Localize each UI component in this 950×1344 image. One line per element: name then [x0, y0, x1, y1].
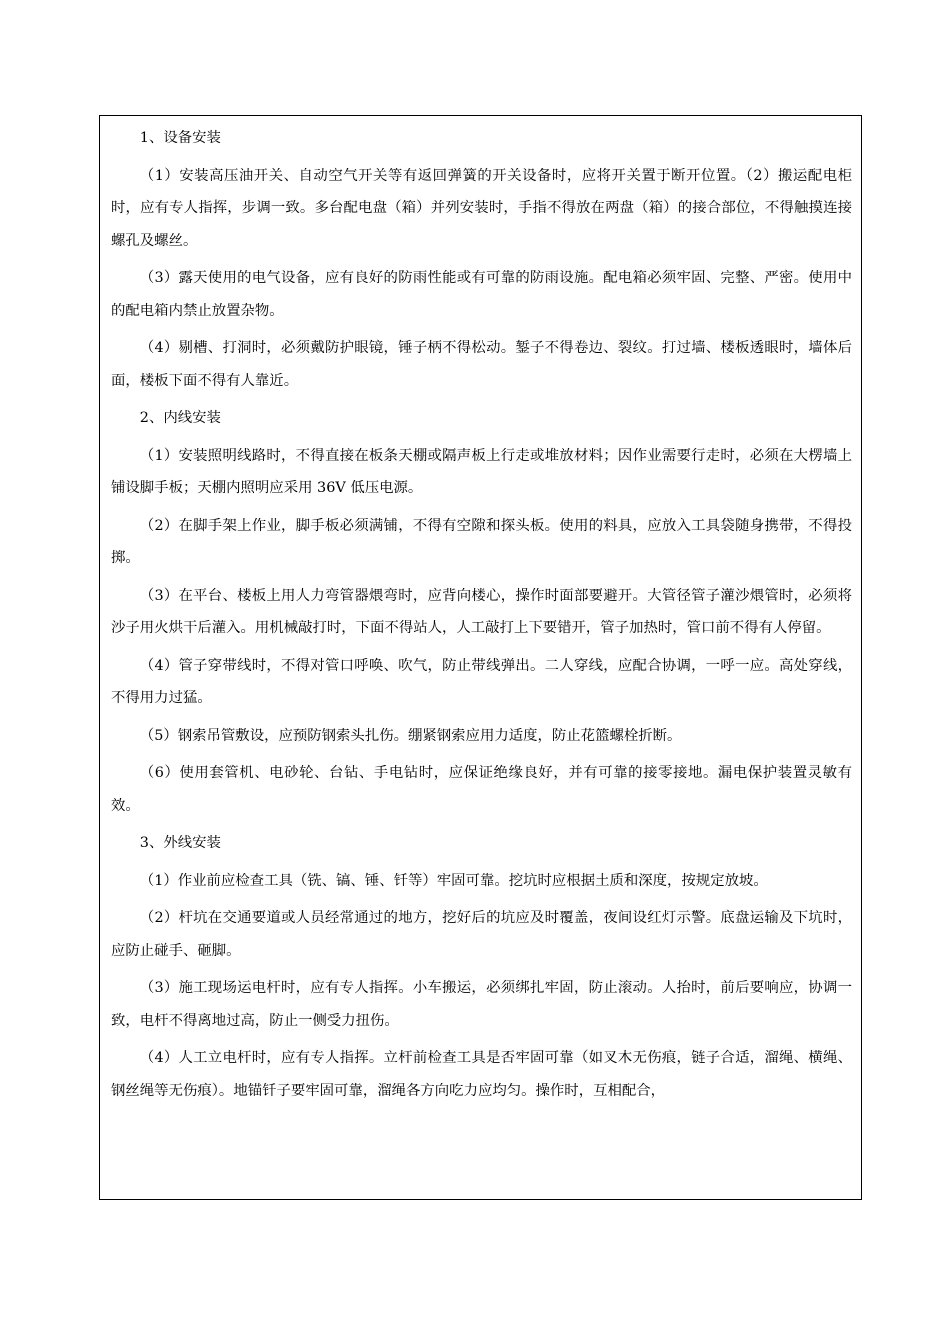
- paragraph: （4）人工立电杆时，应有专人指挥。立杆前检查工具是否牢固可靠（如叉木无伤痕，链子合适，溜绳、横绳、钢丝绳等无伤痕）。地锚钎子要牢固可靠，溜绳各方向吃力应均匀。操作时，互相配合，: [111, 1050, 852, 1099]
- paragraph: （1）安装高压油开关、自动空气开关等有返回弹簧的开关设备时，应将开关置于断开位置。（2）搬运配电柜时，应有专人指挥，步调一致。多台配电盘（箱）并列安装时，手指不得放在两盘（箱）的接合部位，不得触摸连接螺孔及螺丝。: [111, 167, 852, 249]
- section-heading-outdoor-wiring: 3、外线安装: [139, 835, 221, 851]
- paragraph: （5）钢索吊管敷设，应预防钢索头扎伤。绷紧钢索应用力适度，防止花篮螺栓折断。: [139, 727, 682, 744]
- paragraph: （3）露天使用的电气设备，应有良好的防雨性能或有可靠的防雨设施。配电箱必须牢固、完整、严密。使用中的配电箱内禁止放置杂物。: [111, 270, 852, 319]
- paragraph: （1）作业前应检查工具（铣、镐、锤、钎等）牢固可靠。挖坑时应根据土质和深度，按规定放坡。: [139, 872, 768, 889]
- paragraph: （2）在脚手架上作业，脚手板必须满铺，不得有空隙和探头板。使用的料具，应放入工具袋随身携带，不得投掷。: [111, 517, 852, 566]
- paragraph: （3）在平台、楼板上用人力弯管器煨弯时，应背向楼心，操作时面部要避开。大管径管子灌沙煨管时，必须将沙子用火烘干后灌入。用机械敲打时，下面不得站人，人工敲打上下要错开，管子加热时，管口前不得有人停留。: [111, 587, 852, 636]
- paragraph: （3）施工现场运电杆时，应有专人指挥。小车搬运，必须绑扎牢固，防止滚动。人抬时，前后要响应，协调一致，电杆不得离地过高，防止一侧受力扭伤。: [111, 980, 852, 1029]
- paragraph: （6）使用套管机、电砂轮、台钻、手电钻时，应保证绝缘良好，并有可靠的接零接地。漏电保护装置灵敏有效。: [111, 765, 852, 814]
- paragraph: （4）剔槽、打洞时，必须戴防护眼镜，锤子柄不得松动。錾子不得卷边、裂纹。打过墙、楼板透眼时，墙体后面，楼板下面不得有人靠近。: [111, 340, 852, 389]
- document-body: [111, 122, 852, 1112]
- section-heading-equipment: 1、设备安装: [139, 130, 221, 146]
- document-frame: [99, 115, 862, 1200]
- paragraph: （4）管子穿带线时，不得对管口呼唤、吹气，防止带线弹出。二人穿线，应配合协调，一呼一应。高处穿线，不得用力过猛。: [111, 657, 852, 706]
- section-heading-indoor-wiring: 2、内线安装: [139, 410, 221, 426]
- paragraph: （2）杆坑在交通要道或人员经常通过的地方，挖好后的坑应及时覆盖，夜间设红灯示警。底盘运输及下坑时，应防止碰手、砸脚。: [111, 910, 852, 959]
- paragraph: （1）安装照明线路时，不得直接在板条天棚或隔声板上行走或堆放材料；因作业需要行走时，必须在大楞墙上铺设脚手板；天棚内照明应采用 36V 低压电源。: [111, 447, 852, 496]
